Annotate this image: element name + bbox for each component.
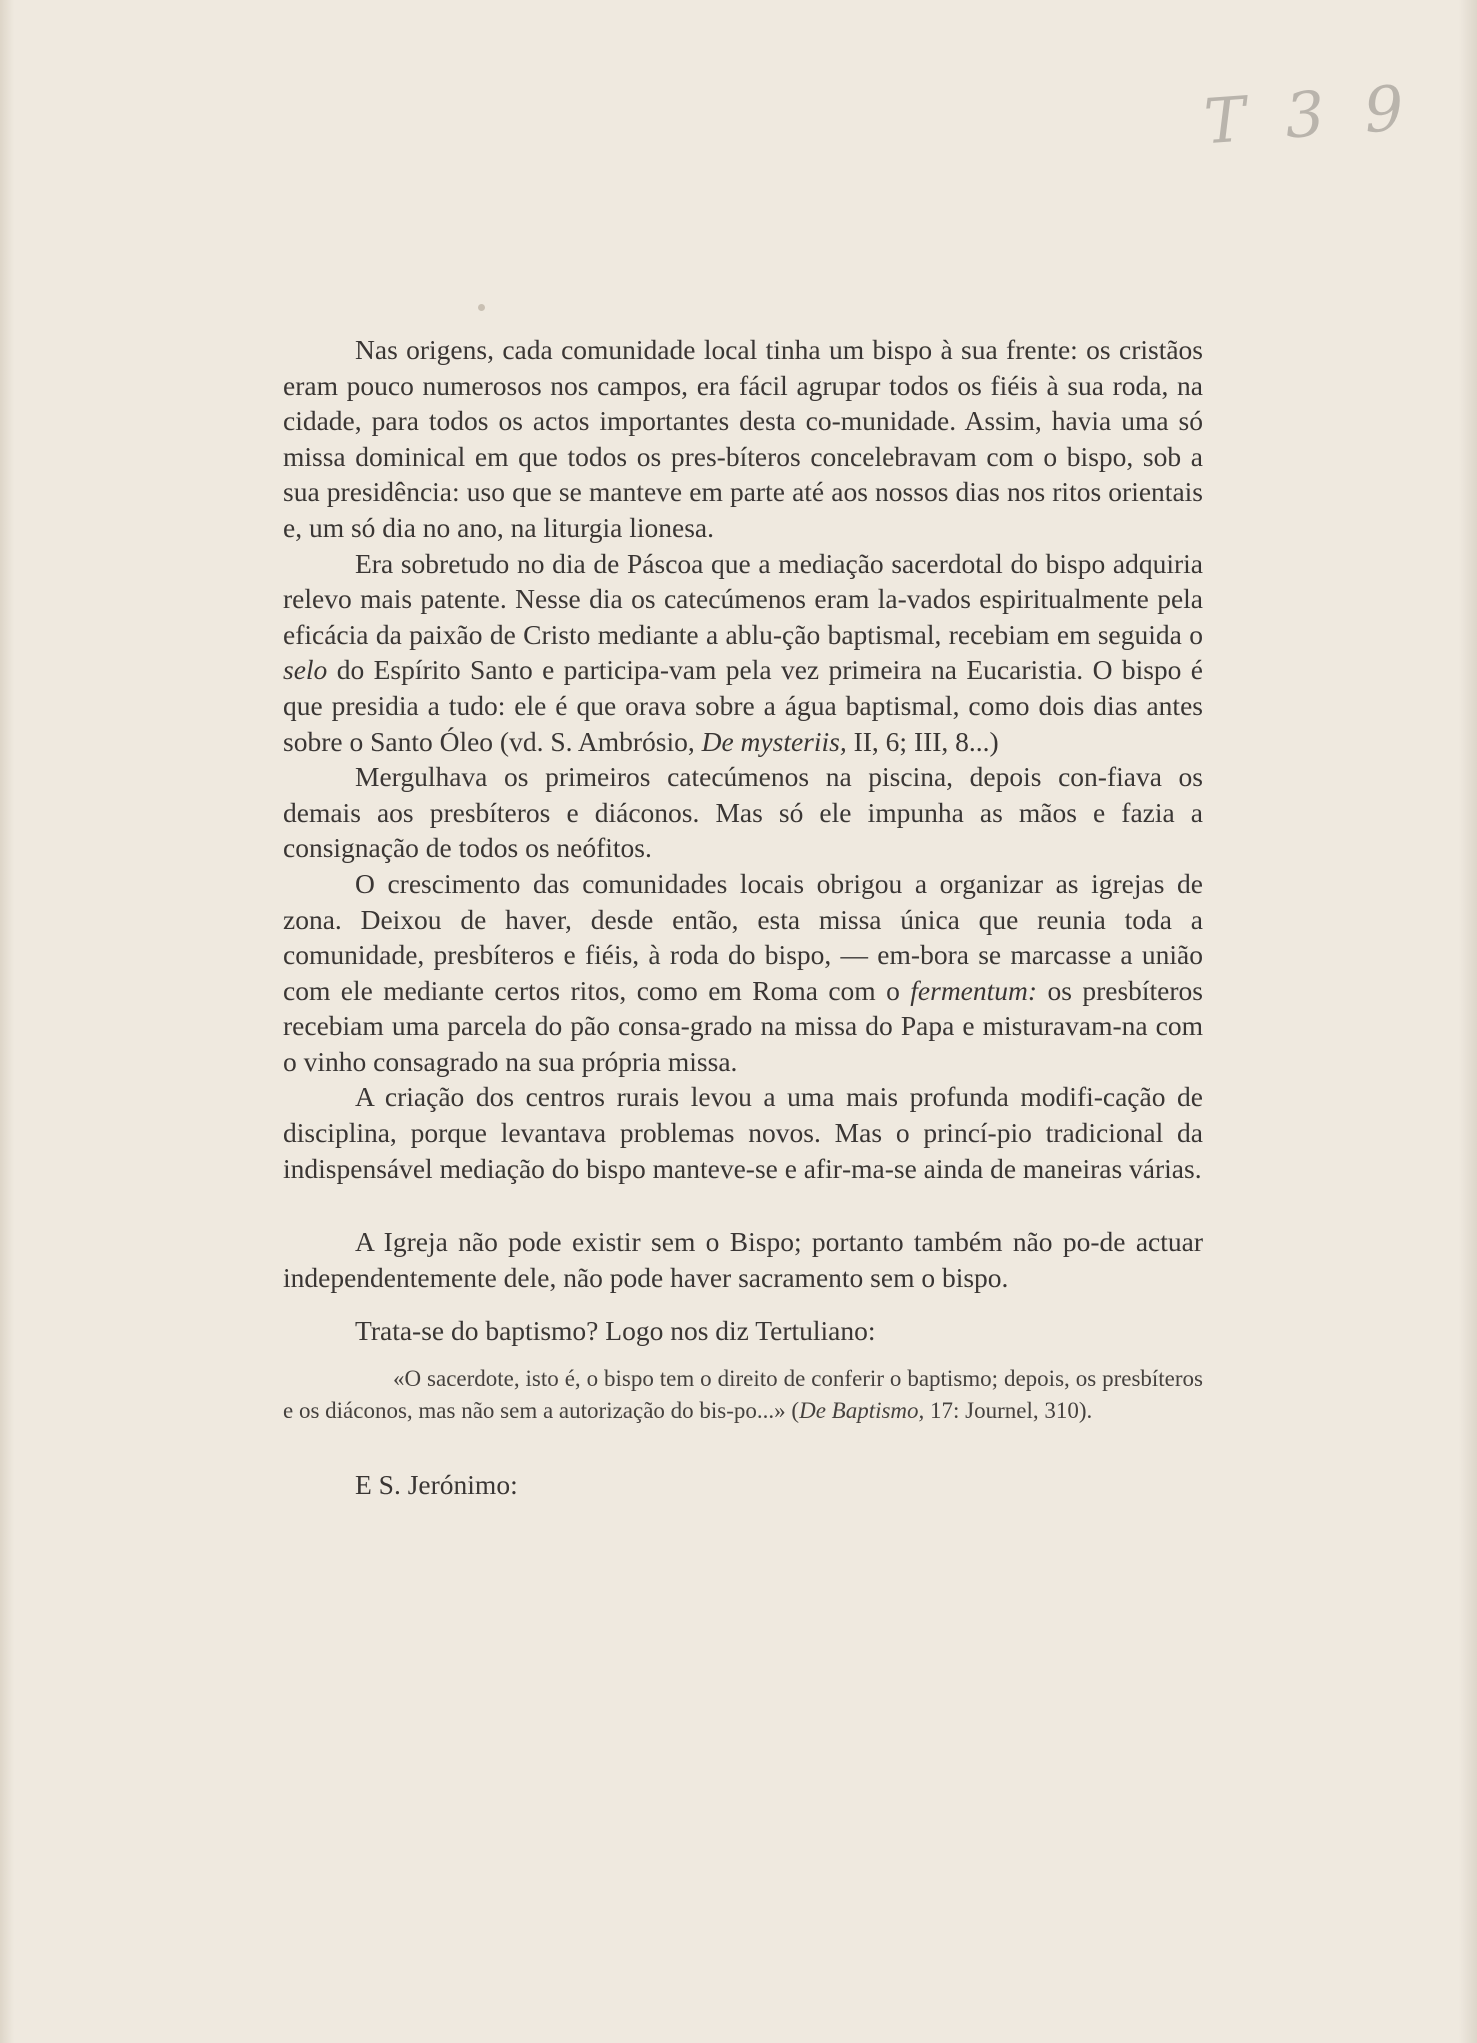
paragraph-1: Nas origens, cada comunidade local tinha um bispo à sua frente: os cristãos eram pouco numerosos nos campos, era fácil agrupar todos os fiéis à sua roda, na cidade, para todos os actos importantes desta co‑munidade. Assim, havia uma só missa dominical em que todos os pres‑bíteros concelebravam com o bispo, sob a sua presidência: uso que se manteve em parte até aos nossos dias nos ritos orientais e, um só dia no ano, na liturgia lionesa.: [283, 334, 1203, 543]
ink-speck: [478, 304, 485, 311]
paragraph-7: Trata‑se do baptismo? Logo nos diz Tertuliano:: [355, 1315, 876, 1347]
paragraph-5: A criação dos centros rurais levou a uma mais profunda modifi‑cação de disciplina, porque levantava problemas novos. Mas o princí‑pio tradicional da indispensável mediação do bispo manteve‑se e afir‑ma‑se ainda de maneiras várias.: [283, 1081, 1203, 1184]
body-text: [283, 332, 1203, 1503]
page-number-mark: T 3 9: [1201, 70, 1416, 159]
paragraph-6: A Igreja não pode existir sem o Bispo; portanto também não po‑de actuar independentemente dele, não pode haver sacramento sem o bispo.: [283, 1226, 1203, 1293]
paragraph-8: E S. Jerónimo:: [355, 1469, 518, 1501]
block-quote: [283, 1363, 1203, 1427]
quote-text: «O sacerdote, isto é, o bispo tem o direito de conferir o baptismo; depois, os presbíteros e os diáconos, mas não sem a autorização do bis‑po...» (De Baptismo, 17: Journel, 310).: [283, 1366, 1203, 1424]
paragraph-4: O crescimento das comunidades locais obrigou a organizar as igrejas de zona. Deixou de haver, desde então, esta missa única que reunia toda a comunidade, presbíteros e fiéis, à roda do bispo, — em‑bora se marcasse a união com ele mediante certos ritos, como em Roma com o fermentum: os presbíteros recebiam uma parcela do pão consa‑grado na missa do Papa e misturavam‑na com o vinho consagrado na sua própria missa.: [283, 867, 1203, 1077]
paragraph-3: Mergulhava os primeiros catecúmenos na piscina, depois con‑fiava os demais aos presbíteros e diáconos. Mas só ele impunha as mãos e fazia a consignação de todos os neófitos.: [283, 761, 1203, 864]
paragraph-2: Era sobretudo no dia de Páscoa que a mediação sacerdotal do bispo adquiria relevo mais patente. Nesse dia os catecúmenos eram la‑vados espiritualmente pela eficácia da paixão de Cristo mediante a ablu‑ção baptismal, recebiam em seguida o selo do Espírito Santo e participa‑vam pela vez primeira na Eucaristia. O bispo é que presidia a tudo: ele é que orava sobre a água baptismal, como dois dias antes sobre o Santo Óleo (vd. S. Ambrósio, De mysteriis, II, 6; III, 8...): [283, 547, 1203, 757]
